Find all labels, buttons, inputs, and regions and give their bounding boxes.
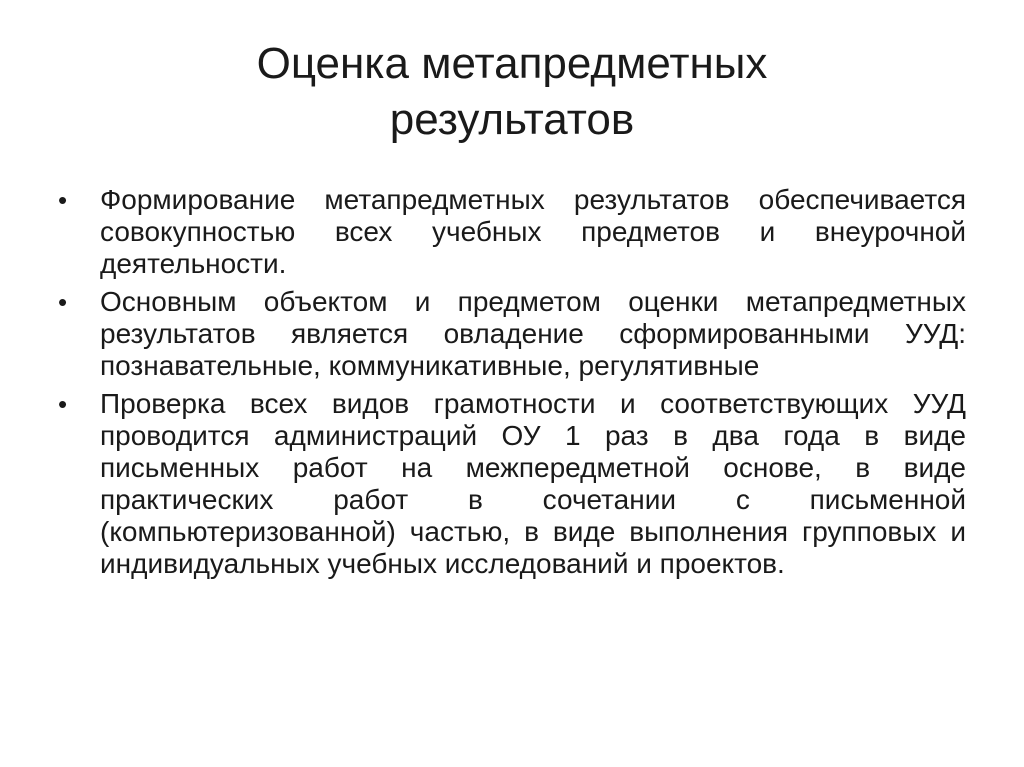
- bullet-icon: •: [58, 389, 68, 419]
- bullet-icon: •: [58, 287, 68, 317]
- bullet-icon: •: [58, 185, 68, 215]
- bullet-item: [58, 388, 966, 580]
- bullet-item: [58, 184, 966, 280]
- bullet-text: Проверка всех видов грамотности и соответствующих УУД проводится администраций ОУ 1 раз в два года в виде письменных работ на межпередметной основе, в виде практических работ в сочетании с письменной (компьютеризованной) частью, в виде выполнения групповых и индивидуальных учебных исследований и проектов.: [100, 388, 966, 579]
- slide-title: [100, 36, 924, 148]
- bullet-text: Основным объектом и предметом оценки метапредметных результатов является овладение сформированными УУД: познавательные, коммуникативные, регулятивные: [100, 286, 966, 381]
- slide-title-line-2: результатов: [389, 95, 635, 144]
- slide-title-line-1: Оценка метапредметных: [256, 39, 768, 88]
- bullet-item: [58, 286, 966, 382]
- bullet-list: [58, 184, 966, 586]
- bullet-text: Формирование метапредметных результатов обеспечивается совокупностью всех учебных предметов и внеурочной деятельности.: [100, 184, 966, 279]
